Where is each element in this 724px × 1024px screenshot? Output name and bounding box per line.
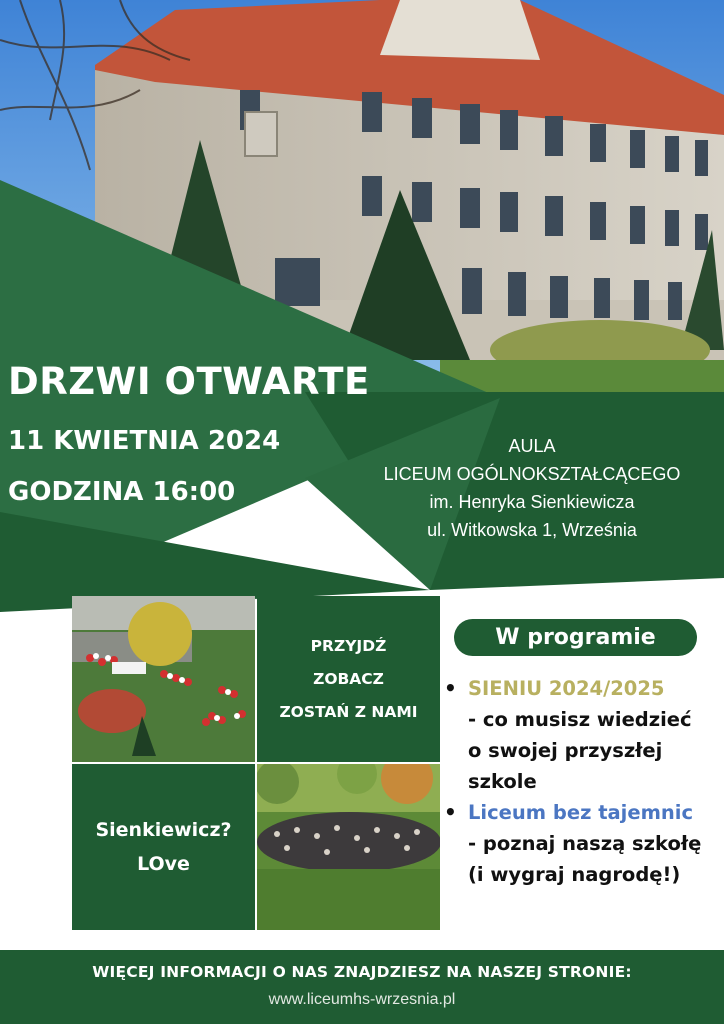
footer-info-text: WIĘCEJ INFORMACJI O NAS ZNAJDZIESZ NA NASZEJ STRONIE: <box>92 963 632 981</box>
students-forming-heart-photo <box>72 596 255 762</box>
slogan-line-1: Sienkiewicz? <box>95 819 232 841</box>
bullet-icon: • <box>444 800 457 824</box>
cta-line-1: PRZYJDŹ <box>310 636 387 655</box>
program-item-1 <box>442 673 724 797</box>
cta-line-3: ZOSTAŃ Z NAMI <box>279 702 418 721</box>
website-link[interactable]: www.liceumhs-wrzesnia.pl <box>268 991 456 1008</box>
venue-line-3: im. Henryka Sienkiewicza <box>429 492 635 512</box>
cta-line-2: ZOBACZ <box>313 669 384 688</box>
program-item-2-line-2: (i wygraj nagrodę!) <box>468 863 681 886</box>
program-item-2-line-1: - poznaj naszą szkołę <box>468 832 702 855</box>
tile-photo-group <box>257 764 440 930</box>
slogan-line-2: LOve <box>137 853 190 875</box>
program-item-2 <box>442 797 724 890</box>
venue-line-2: LICEUM OGÓLNOKSZTAŁCĄCEGO <box>383 464 681 484</box>
program-item-2-title: Liceum bez tajemnic <box>468 801 694 824</box>
event-time: GODZINA 16:00 <box>8 477 236 507</box>
venue-line-4: ul. Witkowska 1, Września <box>427 520 637 540</box>
venue-address <box>340 432 724 544</box>
program-item-1-line-3: szkole <box>468 770 537 793</box>
bullet-icon: • <box>444 676 457 700</box>
tile-slogan <box>72 764 255 930</box>
footer <box>0 950 724 1024</box>
tile-call-to-action <box>257 596 440 762</box>
event-date: 11 KWIETNIA 2024 <box>8 426 281 456</box>
venue-line-1: AULA <box>508 436 556 456</box>
program-item-1-line-1: - co musisz wiedzieć <box>468 708 692 731</box>
students-group-photo <box>257 764 440 930</box>
program-item-1-line-2: o swojej przyszłej <box>468 739 663 762</box>
program-list <box>442 673 724 890</box>
program-item-1-title: SIENIU 2024/2025 <box>468 677 665 700</box>
event-title: DRZWI OTWARTE <box>8 360 370 403</box>
photo-tiles-grid <box>72 596 440 930</box>
program-heading: W programie <box>454 619 697 656</box>
tile-photo-heart <box>72 596 255 762</box>
